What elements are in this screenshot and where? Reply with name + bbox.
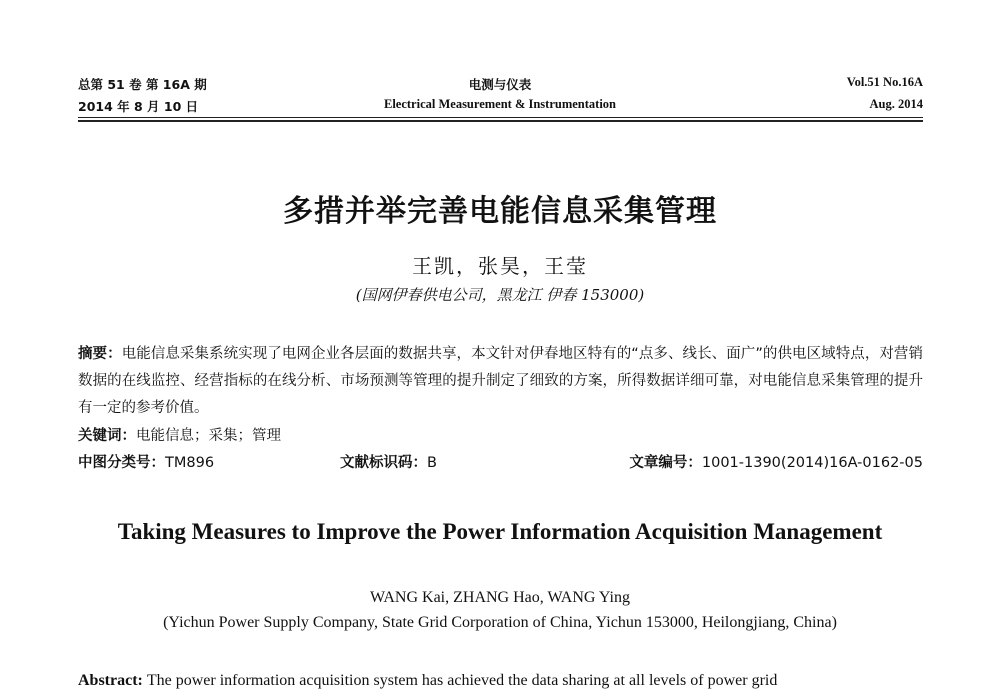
document-code <box>340 451 437 472</box>
keywords-zh-text: 电能信息；采集；管理 <box>136 428 281 444</box>
clc-number <box>78 451 214 472</box>
article-number <box>629 451 923 472</box>
header-journal-zh: 电测与仪表 <box>468 77 532 92</box>
authors-en: WANG Kai, ZHANG Hao, WANG Ying <box>370 589 630 606</box>
affiliation-en: (Yichun Power Supply Company, State Grid Corporation of China, Yichun 153000, Heilongjiang, China) <box>163 614 837 631</box>
paper-title-en: Taking Measures to Improve the Power Information Acquisition Management <box>117 519 883 544</box>
header-volume-issue-en: Vol.51 No.16A <box>846 75 923 89</box>
header-rule-thick <box>78 120 923 122</box>
doc-code-label: 文献标识码： <box>340 455 427 471</box>
clc-label: 中图分类号： <box>78 455 165 471</box>
header-journal-en: Electrical Measurement & Instrumentation <box>383 97 616 111</box>
doc-code-value: B <box>427 455 437 471</box>
clc-value: TM896 <box>165 455 215 471</box>
header-rule-thin <box>78 117 923 118</box>
header-volume-issue-zh: 总第 51 卷 第 16A 期 <box>78 77 207 92</box>
authors-zh: 王凯，张昊，王莹 <box>412 254 588 278</box>
abstract-zh <box>78 341 923 422</box>
affiliation-zh: (国网伊春供电公司，黑龙江 伊春 153000) <box>355 286 645 304</box>
article-no-value: 1001-1390(2014)16A-0162-05 <box>701 455 923 471</box>
keywords-zh <box>78 424 281 445</box>
abstract-en-label: Abstract: <box>78 672 143 689</box>
paper-title-zh: 多措并举完善电能信息采集管理 <box>283 194 717 229</box>
header-date-zh: 2014 年 8 月 10 日 <box>78 99 199 114</box>
keywords-zh-label: 关键词： <box>78 428 136 444</box>
abstract-zh-text: 电能信息采集系统实现了电网企业各层面的数据共享，本文针对伊春地区特有的“点多、线长、面广”的供电区域特点，对营销数据的在线监控、经营指标的在线分析、市场预测等管理的提升制定了细致的方案，所得数据详细可靠，对电能信息采集管理的提升有一定的参考价值。 <box>78 346 923 416</box>
header-date-en: Aug. 2014 <box>869 97 923 111</box>
article-no-label: 文章编号： <box>629 455 702 471</box>
abstract-en-text: The power information acquisition system has achieved the data sharing at all levels of power grid <box>146 672 778 689</box>
abstract-zh-label: 摘要： <box>78 346 122 362</box>
abstract-en <box>78 672 777 690</box>
